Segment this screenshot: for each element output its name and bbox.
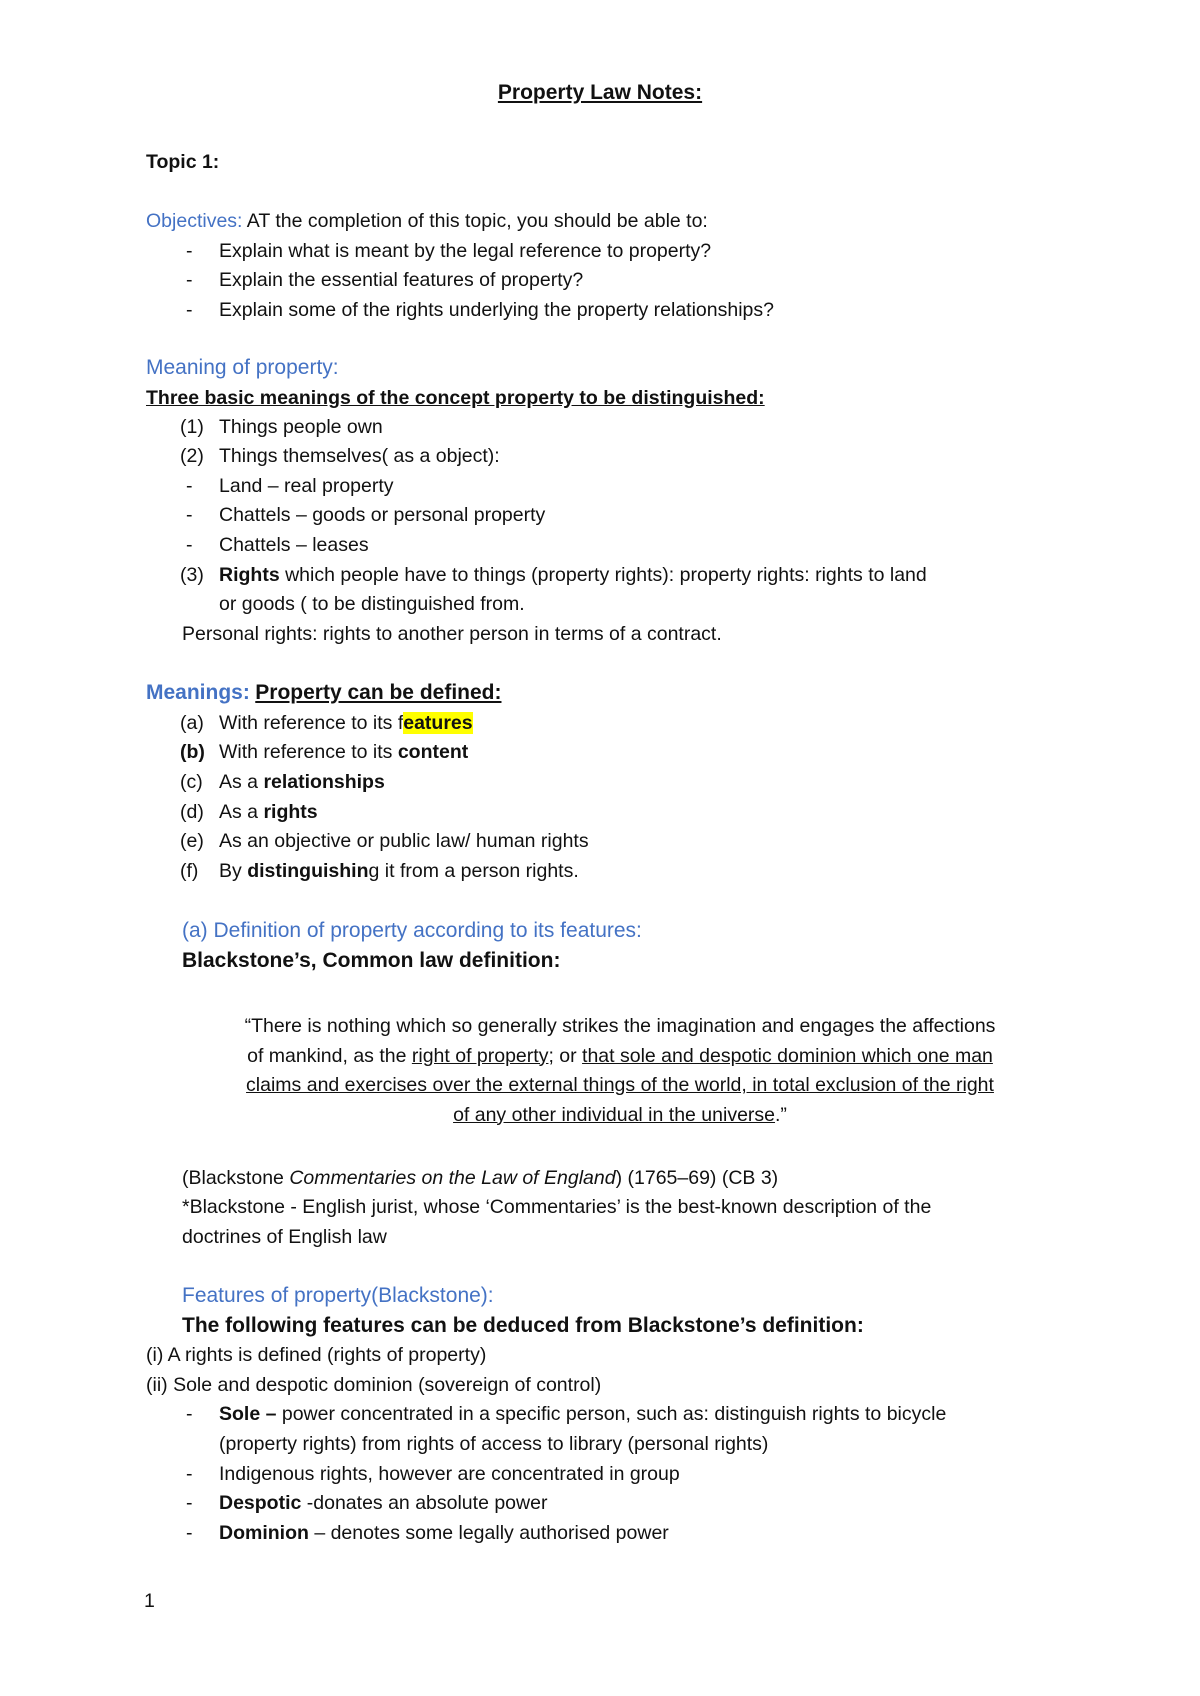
meaning-item-3-cont: or goods ( to be distinguished from. <box>219 593 525 615</box>
blackstone-note: *Blackstone - English jurist, whose ‘Commentaries’ is the best-known description of the <box>182 1196 932 1218</box>
feature-dash-item-cont: (property rights) from rights of access to library (personal rights) <box>219 1433 769 1455</box>
definition-subheading: Blackstone’s, Common law definition: <box>182 949 561 972</box>
topic-label: Topic 1: <box>146 151 220 173</box>
objectives-intro: AT the completion of this topic, you should be able to: <box>242 210 708 232</box>
personal-rights-line: Personal rights: rights to another person in terms of a contract. <box>182 623 722 645</box>
blackstone-quote: “There is nothing which so generally strikes the imagination and engages the affections of mankind, as the right of property; or that sole and despotic dominion which one man claims and exercises over the external things of the world, in total exclusion of the right of any other individual in the universe.” <box>244 1015 996 1126</box>
blackstone-note-cont: doctrines of English law <box>182 1226 387 1248</box>
document-page: Property Law Notes: Topic 1: Objectives: AT the completion of this topic, you should be able to: - Explain what is meant by the legal reference to property? - Explain the essential features of property? - Explain some of the rights underlying the property relationships? Meaning of property: Three basic meanings of the concept property to be distinguished: (1) Things people own (2) Things themselves( as a object): - Land – real property - Chattels – goods or personal property - Chattels – leases (3) Rights which people have to things (property rights): property rights: rights to land or goods ( to be distinguished from. Personal rights: rights to another person in terms of a contract. Meanings: Property can be defined: (a) With reference to its features (b) With reference to its content (c) As a relationships (d) As a rights (e) As an objective or public law/ human rights (f) By distinguishing it from a person rights. (a) Definition of property according to its features: Blackstone’s, Common law definition: “There is nothing which so generally strikes the imagination and engages the affections of mankind, as the right of property; or that sole and despotic dominion which one man claims and exercises over the external things of the world, in total exclusion of the right of any other individual in the universe.” (Blackstone Commentaries on the Law of England) (1765–69) (CB 3) *Blackstone - English jurist, whose ‘Commentaries’ is the best-known description of the doctrines of English law Features of property(Blackstone): The following features can be deduced from Blackstone’s definition: (i) A rights is defined (rights of property) (ii) Sole and despotic dominion (sovereign of control) - Sole – power concentrated in a specific person, such as: distinguish rights to bicycle (property rights) from rights of access to library (personal rights) - Indigenous rights, however are concentrated in group - Despotic -donates an absolute power - Dominion – denotes some legally authorised power 1 <box>0 0 1200 1696</box>
objectives-line <box>146 208 708 234</box>
document-title: Property Law Notes: <box>497 81 703 104</box>
features-heading: Features of property(Blackstone): <box>182 1284 494 1307</box>
meaning-subheading: Three basic meanings of the concept property to be distinguished: <box>146 387 765 409</box>
feature-item-i: (i) A rights is defined (rights of property) <box>146 1344 487 1366</box>
meanings-label: Meanings: <box>146 681 250 704</box>
features-subheading: The following features can be deduced from Blackstone’s definition: <box>182 1314 864 1337</box>
objectives-label: Objectives: <box>146 210 243 232</box>
meaning-heading: Meaning of property: <box>146 356 339 379</box>
meanings-heading: Property can be defined: <box>255 681 502 704</box>
definition-heading: (a) Definition of property according to its features: <box>182 919 642 942</box>
page-number: 1 <box>144 1590 155 1612</box>
citation: (Blackstone Commentaries on the Law of England) (1765–69) (CB 3) <box>182 1167 779 1189</box>
meanings-line <box>146 680 501 706</box>
feature-item-ii: (ii) Sole and despotic dominion (sovereign of control) <box>146 1374 602 1396</box>
